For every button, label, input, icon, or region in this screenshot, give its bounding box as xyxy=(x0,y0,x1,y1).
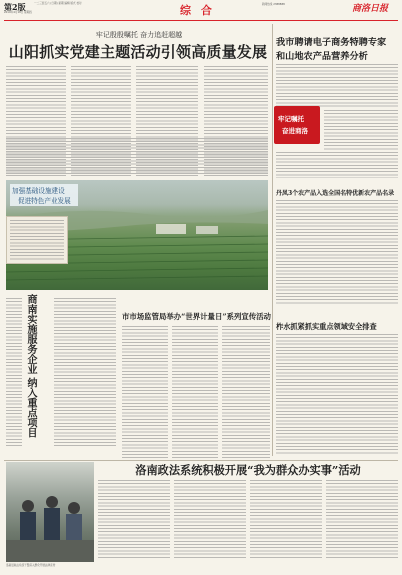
right1-body-col1 xyxy=(276,64,398,108)
right3-body xyxy=(276,334,398,454)
masthead xyxy=(0,0,402,22)
vertical-story-body2 xyxy=(6,298,22,446)
bottom-rule xyxy=(4,460,398,461)
photo-caption-line1: 加强基础设施建设 xyxy=(12,187,65,195)
right1-subheadline: 和山地农产品营养分析 xyxy=(276,51,368,62)
photo-caption-box xyxy=(10,184,78,206)
bottom-photo-caption: 洛南县政法系统干警深入群众开展法律宣传 xyxy=(6,564,56,567)
vertical-story xyxy=(6,294,118,450)
right1-headline: 我市聘请电子商务特聘专家 xyxy=(276,37,387,48)
lead-headline: 山阳抓实党建主题活动引领高质量发展 xyxy=(8,43,268,61)
masthead-meta: 一二三四五六 (日期) 星期 编辑 版式 校对 xyxy=(34,2,82,5)
theme-badge xyxy=(274,106,320,144)
badge-line1: 牢记嘱托 xyxy=(278,115,304,123)
lead-body-under-kicker xyxy=(6,138,268,176)
vertical-headline: 商南实施服务企业 纳入重点项目 xyxy=(25,294,36,438)
mid-body-col3 xyxy=(222,326,270,458)
column-divider xyxy=(272,24,273,456)
vertical-story-body xyxy=(54,298,116,446)
bottom-body-col4 xyxy=(326,480,398,560)
right1-body-col3 xyxy=(276,152,398,178)
bottom-body-col2 xyxy=(174,480,246,560)
masthead-date: 2019年4月18日 星期四 xyxy=(4,11,32,14)
page-number: 第2版 xyxy=(4,2,26,12)
bottom-photo xyxy=(6,462,94,562)
brand-sub: 新闻热线 2388888 xyxy=(262,3,285,6)
mid-body-col2 xyxy=(172,326,218,458)
badge-line2: 奋进商洛 xyxy=(282,127,308,135)
mid-body-col1 xyxy=(122,326,168,458)
bottom-body-col1 xyxy=(98,480,170,560)
right-story-3 xyxy=(276,322,398,456)
right2-headline: 丹凤3个农产品入选全国名特优新农产品名录 xyxy=(276,190,395,197)
left-inset xyxy=(6,216,68,264)
right-story-1 xyxy=(276,28,398,178)
left-inset-text xyxy=(10,220,64,260)
lead-kicker: 牢记殷殷嘱托 奋力追赶超越 xyxy=(95,31,183,39)
right3-headline: 柞水抓紧抓实重点领域安全排查 xyxy=(276,322,377,331)
section-title: 综 合 xyxy=(180,4,215,17)
right2-body xyxy=(276,200,398,304)
bottom-headline: 洛南政法系统积极开展“我为群众办实事”活动 xyxy=(135,463,361,477)
right-story-2 xyxy=(276,188,398,308)
mid-headline: 市市场监管局举办“世界计量日”系列宣传活动 xyxy=(122,312,271,321)
mid-story xyxy=(122,312,270,462)
right1-body-col2 xyxy=(324,110,398,150)
photo-caption-line2: 促进特色产业发展 xyxy=(18,197,71,205)
bottom-photo-figures xyxy=(6,462,94,562)
bottom-body-col3 xyxy=(250,480,322,560)
brand-logo: 商洛日报 xyxy=(352,4,389,14)
masthead-rule xyxy=(4,20,398,21)
